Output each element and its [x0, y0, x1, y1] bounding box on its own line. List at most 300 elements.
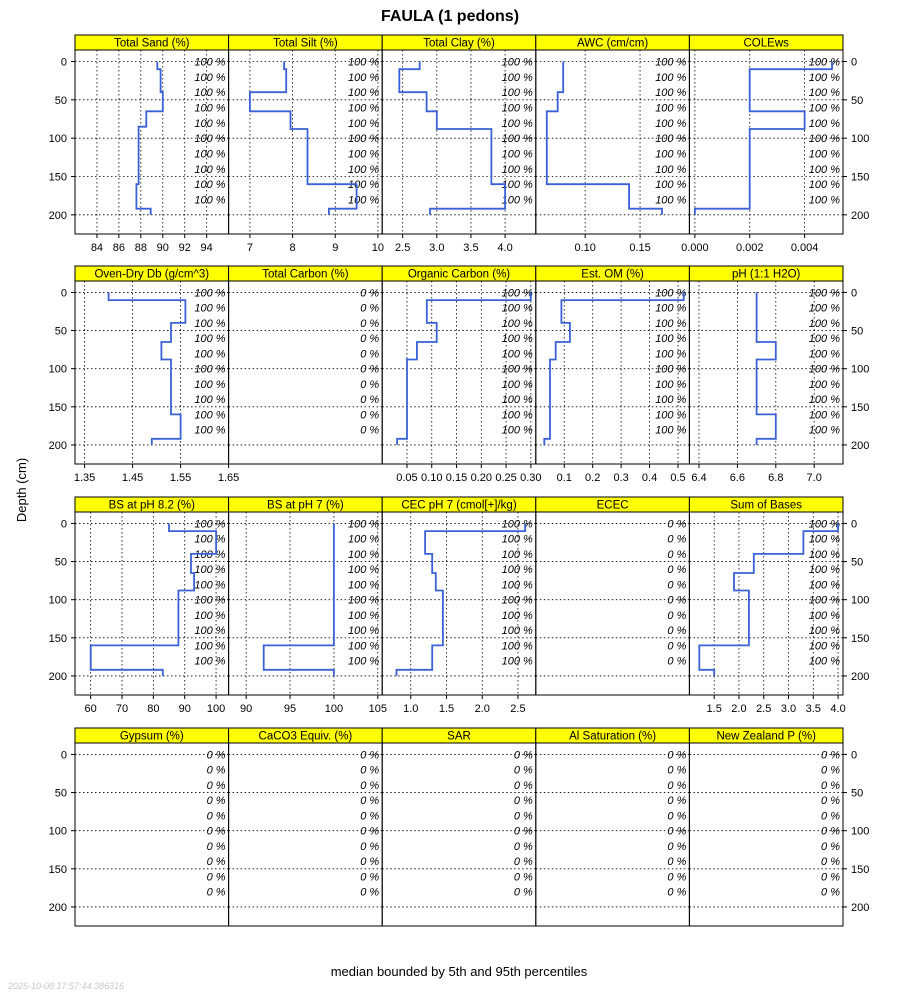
y-tick-label: 50 [851, 325, 864, 338]
pct-label: 100 % [655, 117, 687, 130]
x-tick-label: 4.0 [830, 703, 846, 715]
y-tick-label: 0 [60, 287, 67, 300]
panel-frame [536, 512, 690, 695]
pct-label: 100 % [194, 71, 226, 84]
pct-label: 100 % [347, 71, 380, 84]
x-tick-label: 0.15 [629, 242, 651, 254]
pct-label: 100 % [655, 348, 687, 361]
panel [382, 728, 536, 926]
pct-label: 100 % [655, 394, 687, 407]
pct-label: 100 % [808, 518, 840, 531]
pct-label: 100 % [655, 378, 687, 391]
pct-label: 0 % [206, 749, 226, 762]
pct-label: 100 % [655, 56, 687, 69]
pct-label: 0 % [360, 378, 380, 391]
pct-label: 100 % [501, 609, 533, 622]
x-tick-label: 0.1 [556, 472, 572, 484]
pct-label: 100 % [194, 302, 226, 315]
x-tick-label: 84 [90, 242, 104, 254]
pct-label: 100 % [655, 71, 687, 84]
pct-label: 100 % [808, 71, 840, 84]
x-tick-label: 7 [246, 242, 253, 254]
pct-label: 0 % [667, 655, 687, 668]
y-tick-label: 50 [54, 94, 67, 107]
pct-label: 100 % [347, 640, 380, 653]
panel-frame [75, 743, 229, 926]
pct-label: 100 % [655, 333, 687, 346]
pct-label: 100 % [194, 579, 226, 592]
pct-label: 100 % [194, 609, 226, 622]
pct-label: 100 % [501, 287, 533, 300]
pct-label: 100 % [347, 194, 380, 207]
panel-title: Oven-Dry Db (g/cm^3) [94, 268, 210, 281]
pct-label: 100 % [808, 87, 840, 100]
y-tick-label: 50 [54, 787, 67, 800]
y-tick-label: 150 [851, 171, 870, 184]
pct-label: 100 % [808, 333, 840, 346]
panel-title: BS at pH 7 (%) [267, 499, 344, 512]
pct-label: 0 % [360, 810, 380, 823]
pct-label: 0 % [667, 518, 687, 531]
pct-label: 0 % [513, 810, 533, 823]
pct-label: 100 % [808, 56, 840, 69]
pct-label: 100 % [808, 424, 840, 437]
x-tick-label: 80 [147, 703, 160, 715]
pct-label: 100 % [501, 87, 533, 100]
y-tick-label: 50 [54, 325, 67, 338]
pct-label: 100 % [501, 394, 533, 407]
panel-title: Sum of Bases [730, 499, 802, 512]
pct-label: 0 % [360, 363, 380, 376]
pct-label: 100 % [347, 148, 380, 161]
pct-label: 100 % [501, 148, 533, 161]
y-tick-label: 50 [851, 94, 864, 107]
pct-label: 0 % [821, 886, 840, 899]
pct-label: 0 % [667, 871, 687, 884]
pct-label: 100 % [808, 194, 840, 207]
pct-label: 100 % [808, 579, 840, 592]
panel-frame [382, 743, 536, 926]
pct-label: 100 % [808, 302, 840, 315]
pct-label: 100 % [501, 333, 533, 346]
pct-label: 100 % [655, 148, 687, 161]
y-tick-label: 0 [851, 287, 858, 300]
pct-label: 100 % [808, 287, 840, 300]
pct-label: 100 % [808, 348, 840, 361]
pct-label: 100 % [501, 655, 533, 668]
pct-label: 0 % [206, 779, 226, 792]
pct-label: 100 % [655, 87, 687, 100]
pct-label: 0 % [667, 810, 687, 823]
pct-label: 100 % [194, 363, 226, 376]
x-tick-label: 70 [115, 703, 129, 715]
pct-label: 100 % [501, 363, 533, 376]
panel-title: AWC (cm/cm) [577, 37, 649, 50]
x-tick-label: 1.65 [217, 472, 240, 484]
pct-label: 100 % [194, 378, 226, 391]
pct-label: 0 % [667, 825, 687, 838]
y-tick-label: 100 [851, 594, 870, 607]
pct-label: 100 % [194, 179, 226, 192]
panel [689, 266, 869, 484]
y-axis-label: Depth (cm) [14, 457, 29, 523]
pct-label: 0 % [513, 871, 533, 884]
pct-label: 100 % [501, 640, 533, 653]
pct-label: 0 % [667, 856, 687, 869]
pct-label: 100 % [347, 179, 380, 192]
pct-label: 0 % [360, 424, 380, 437]
pct-label: 100 % [655, 102, 687, 115]
panel [229, 728, 383, 926]
pct-label: 100 % [347, 163, 380, 176]
x-tick-label: 88 [134, 242, 147, 254]
pct-label: 100 % [501, 625, 533, 638]
y-tick-label: 100 [48, 825, 67, 838]
x-tick-label: 90 [156, 242, 169, 254]
footer-note: median bounded by 5th and 95th percentiles [330, 964, 588, 979]
x-tick-label: 2.5 [395, 242, 411, 254]
y-tick-label: 200 [851, 439, 870, 452]
pct-label: 100 % [808, 548, 840, 561]
panel [49, 497, 229, 715]
panel-title: New Zealand P (%) [716, 730, 816, 743]
pct-label: 100 % [347, 609, 380, 622]
y-tick-label: 0 [851, 518, 858, 531]
pct-label: 100 % [194, 518, 226, 531]
x-tick-label: 90 [240, 703, 253, 715]
pct-label: 100 % [808, 378, 840, 391]
y-tick-label: 100 [48, 594, 67, 607]
pct-label: 0 % [360, 317, 380, 330]
pct-label: 0 % [821, 764, 840, 777]
pct-label: 100 % [808, 564, 840, 577]
x-tick-label: 0.004 [790, 242, 819, 254]
pct-label: 100 % [501, 378, 533, 391]
panel-title: BS at pH 8.2 (%) [108, 499, 195, 512]
pct-label: 0 % [667, 609, 687, 622]
pct-label: 0 % [821, 749, 840, 762]
timestamp: 2025-10-08 17:57:44.386316 [8, 981, 125, 991]
pct-label: 0 % [667, 886, 687, 899]
pct-label: 0 % [513, 825, 533, 838]
pct-label: 100 % [194, 655, 226, 668]
panel [229, 35, 384, 254]
pct-label: 0 % [360, 749, 380, 762]
pct-label: 0 % [360, 886, 380, 899]
x-tick-label: 86 [112, 242, 126, 254]
x-tick-label: 1.35 [73, 472, 96, 484]
pct-label: 100 % [347, 518, 380, 531]
pct-label: 0 % [821, 810, 840, 823]
pct-label: 0 % [360, 871, 380, 884]
x-tick-label: 90 [178, 703, 191, 715]
pct-label: 0 % [821, 825, 840, 838]
y-tick-label: 0 [851, 56, 858, 69]
panel [229, 497, 387, 715]
pct-label: 100 % [501, 518, 533, 531]
x-tick-label: 7.0 [806, 472, 822, 484]
x-tick-label: 0.5 [670, 472, 686, 484]
x-tick-label: 4.0 [497, 242, 513, 254]
y-tick-label: 50 [851, 556, 864, 569]
pct-label: 0 % [360, 394, 380, 407]
pct-label: 100 % [501, 564, 533, 577]
pct-label: 100 % [501, 133, 533, 146]
pct-label: 0 % [206, 764, 226, 777]
panel-frame [229, 743, 383, 926]
y-tick-label: 150 [851, 401, 870, 414]
x-tick-label: 0.05 [396, 472, 418, 484]
pct-label: 100 % [808, 609, 840, 622]
panel [49, 35, 229, 254]
x-tick-label: 2.0 [731, 703, 747, 715]
x-tick-label: 0.002 [735, 242, 764, 254]
pct-label: 100 % [501, 117, 533, 130]
pct-label: 100 % [501, 579, 533, 592]
pct-label: 0 % [513, 840, 533, 853]
pct-label: 100 % [501, 194, 533, 207]
panel-title: Total Sand (%) [114, 37, 190, 50]
pct-label: 100 % [347, 533, 380, 546]
pct-label: 0 % [360, 825, 380, 838]
panel-title: Total Carbon (%) [262, 268, 349, 281]
pct-label: 100 % [501, 594, 533, 607]
y-tick-label: 100 [48, 363, 67, 376]
pct-label: 100 % [655, 302, 687, 315]
pct-label: 0 % [821, 779, 840, 792]
x-tick-label: 6.6 [729, 472, 746, 484]
panel [49, 266, 240, 484]
panel [536, 35, 690, 254]
pct-label: 100 % [808, 409, 840, 422]
pct-label: 100 % [347, 579, 380, 592]
pct-label: 100 % [655, 179, 687, 192]
pct-label: 100 % [194, 625, 226, 638]
y-tick-label: 150 [48, 401, 67, 414]
pct-label: 100 % [194, 102, 226, 115]
pct-label: 0 % [360, 856, 380, 869]
x-tick-label: 105 [368, 703, 387, 715]
x-tick-label: 1.5 [438, 703, 455, 715]
panel [229, 266, 383, 464]
pct-label: 100 % [501, 56, 533, 69]
panel-title: pH (1:1 H2O) [732, 268, 801, 281]
pct-label: 100 % [501, 424, 533, 437]
pct-label: 0 % [667, 625, 687, 638]
pct-label: 100 % [194, 87, 226, 100]
pct-label: 0 % [513, 856, 533, 869]
panel [382, 266, 541, 484]
pct-label: 100 % [347, 564, 380, 577]
panel-title: CaCO3 Equiv. (%) [258, 730, 353, 743]
panel-grid [49, 35, 870, 926]
x-tick-label: 0.10 [574, 242, 596, 254]
pct-label: 100 % [194, 640, 226, 653]
x-tick-label: 1.45 [121, 472, 144, 484]
panel-title: SAR [447, 730, 471, 743]
pct-label: 0 % [360, 302, 380, 315]
pct-label: 100 % [655, 287, 687, 300]
y-tick-label: 0 [60, 749, 67, 762]
pct-label: 100 % [655, 133, 687, 146]
pct-label: 100 % [808, 394, 840, 407]
pct-label: 0 % [360, 764, 380, 777]
pct-label: 0 % [360, 795, 380, 808]
pct-label: 0 % [206, 840, 226, 853]
pct-label: 0 % [513, 779, 533, 792]
y-tick-label: 150 [851, 632, 870, 645]
pct-label: 100 % [194, 56, 226, 69]
pct-label: 100 % [501, 71, 533, 84]
pct-label: 100 % [347, 117, 380, 130]
pct-label: 0 % [667, 779, 687, 792]
pct-label: 0 % [667, 548, 687, 561]
y-tick-label: 200 [851, 901, 870, 914]
y-tick-label: 150 [48, 632, 67, 645]
y-tick-label: 200 [48, 901, 67, 914]
pct-label: 0 % [513, 795, 533, 808]
pct-label: 100 % [501, 302, 533, 315]
pct-label: 0 % [513, 886, 533, 899]
x-tick-label: 3.5 [463, 242, 479, 254]
pct-label: 100 % [194, 564, 226, 577]
pct-label: 100 % [501, 548, 533, 561]
pct-label: 100 % [501, 102, 533, 115]
panel-frame [689, 743, 843, 926]
panel-frame [229, 281, 383, 464]
pct-label: 100 % [194, 424, 226, 437]
y-tick-label: 200 [851, 209, 870, 222]
pct-label: 0 % [206, 795, 226, 808]
chart-title: FAULA (1 pedons) [380, 8, 520, 25]
x-tick-label: 2.5 [756, 703, 772, 715]
x-tick-label: 8 [289, 242, 296, 254]
y-tick-label: 0 [60, 518, 67, 531]
pct-label: 0 % [360, 409, 380, 422]
pct-label: 100 % [808, 594, 840, 607]
pct-label: 100 % [194, 409, 226, 422]
pct-label: 0 % [206, 856, 226, 869]
pct-label: 0 % [667, 795, 687, 808]
y-tick-label: 100 [851, 825, 870, 838]
y-tick-label: 200 [851, 670, 870, 683]
y-tick-label: 200 [48, 439, 67, 452]
pct-label: 100 % [347, 594, 380, 607]
pct-label: 100 % [194, 348, 226, 361]
x-tick-label: 0.3 [613, 472, 629, 484]
x-tick-label: 94 [200, 242, 213, 254]
pct-label: 100 % [194, 533, 226, 546]
pct-label: 100 % [347, 548, 380, 561]
x-tick-label: 0.20 [470, 472, 493, 484]
panel-title: COLEws [743, 37, 789, 50]
panel [689, 497, 869, 715]
pct-label: 100 % [501, 163, 533, 176]
x-tick-label: 2.0 [474, 703, 490, 715]
pct-label: 0 % [667, 564, 687, 577]
pct-label: 0 % [667, 594, 687, 607]
panel [382, 35, 536, 254]
pct-label: 100 % [194, 133, 226, 146]
pct-label: 100 % [501, 348, 533, 361]
pct-label: 100 % [655, 409, 687, 422]
pct-label: 100 % [501, 533, 533, 546]
y-tick-label: 50 [54, 556, 67, 569]
pct-label: 0 % [667, 640, 687, 653]
panel-title: CEC pH 7 (cmol[+]/kg) [401, 499, 517, 512]
panel [49, 728, 229, 926]
pct-label: 100 % [808, 317, 840, 330]
x-tick-label: 0.10 [421, 472, 443, 484]
pct-label: 100 % [501, 409, 533, 422]
panel-title: ECEC [596, 499, 629, 512]
pct-label: 100 % [655, 363, 687, 376]
pct-label: 100 % [194, 148, 226, 161]
x-tick-label: 10 [371, 242, 385, 254]
panel-title: Est. OM (%) [581, 268, 644, 281]
y-tick-label: 100 [851, 363, 870, 376]
y-tick-label: 150 [851, 863, 870, 876]
x-tick-label: 0.4 [641, 472, 658, 484]
pct-label: 0 % [360, 287, 380, 300]
panel [681, 35, 869, 254]
panel [536, 497, 690, 695]
panel [536, 266, 690, 484]
x-tick-label: 100 [206, 703, 226, 715]
panel-title: Total Silt (%) [273, 37, 338, 50]
pct-label: 0 % [821, 871, 840, 884]
pct-label: 0 % [513, 749, 533, 762]
pct-label: 100 % [808, 533, 840, 546]
x-tick-label: 60 [84, 703, 97, 715]
pct-label: 100 % [347, 56, 380, 69]
median-profile-line [264, 523, 334, 676]
pct-label: 100 % [655, 194, 687, 207]
y-tick-label: 100 [48, 133, 67, 146]
pct-label: 0 % [513, 764, 533, 777]
pct-label: 100 % [194, 194, 226, 207]
x-tick-label: 1.5 [706, 703, 722, 715]
pct-label: 0 % [360, 333, 380, 346]
x-tick-label: 0.30 [520, 472, 542, 484]
x-tick-label: 0.15 [445, 472, 468, 484]
x-tick-label: 0.000 [681, 242, 709, 254]
pct-label: 0 % [360, 779, 380, 792]
pct-label: 100 % [501, 179, 533, 192]
panel [536, 728, 690, 926]
y-tick-label: 0 [60, 56, 67, 69]
panel-title: Total Clay (%) [423, 37, 495, 50]
y-tick-label: 50 [851, 787, 864, 800]
pct-label: 0 % [206, 810, 226, 823]
y-tick-label: 150 [48, 171, 67, 184]
pct-label: 100 % [655, 424, 687, 437]
panel [382, 497, 536, 715]
panel-title: Al Saturation (%) [569, 730, 657, 743]
pct-label: 100 % [808, 102, 840, 115]
y-tick-label: 200 [48, 670, 67, 683]
pct-label: 0 % [206, 871, 226, 884]
panel [689, 728, 869, 926]
pct-label: 100 % [808, 655, 840, 668]
x-tick-label: 0.25 [495, 472, 517, 484]
x-tick-label: 1.0 [403, 703, 419, 715]
pct-label: 100 % [194, 117, 226, 130]
pct-label: 0 % [667, 533, 687, 546]
pct-label: 100 % [194, 394, 226, 407]
pct-label: 0 % [360, 840, 380, 853]
pct-label: 0 % [821, 795, 840, 808]
